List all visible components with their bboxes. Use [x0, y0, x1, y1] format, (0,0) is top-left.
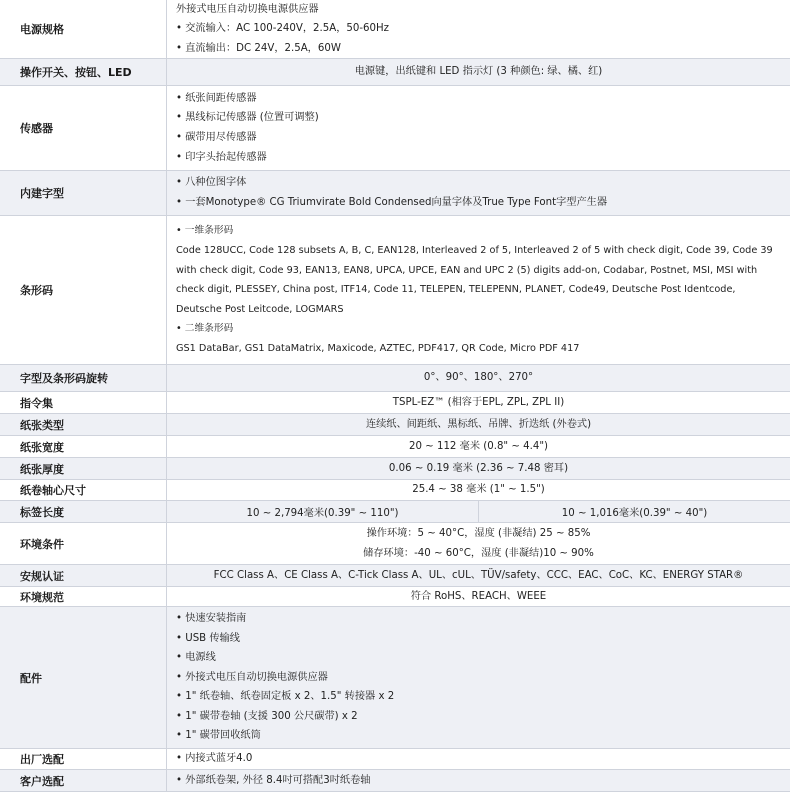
spec-label: 条形码: [20, 284, 53, 297]
spec-line: Code 128UCC, Code 128 subsets A, B, C, EAN128, Interleaved 2 of 5, Interleaved 2 of 5 with check digit, Code 39, Code 39: [176, 245, 773, 257]
spec-line: GS1 DataBar, GS1 DataMatrix, Maxicode, AZTEC, PDF417, QR Code, Micro PDF 417: [176, 342, 580, 354]
spec-line: • 1" 纸卷轴、纸卷固定板 x 2、1.5" 转接器 x 2: [176, 691, 395, 703]
spec-value: [166, 749, 790, 769]
spec-row-dealer-option: [0, 770, 790, 792]
spec-value-right: 10 ~ 1,016毫米(0.39" ~ 40"): [478, 501, 790, 522]
spec-line: • 一套Monotype® CG Triumvirate Bold Condensed向量字体及True Type Font字型产生器: [176, 197, 608, 208]
spec-row-rotation: [0, 365, 790, 392]
spec-row-media-thickness: [0, 458, 790, 480]
spec-row-media-width: [0, 436, 790, 458]
spec-line: • 一维条形码: [176, 225, 234, 237]
spec-value: FCC Class A、CE Class A、C-Tick Class A、UL、cUL、TÜV/safety、CCC、EAC、CoC、KC、ENERGY STAR®: [166, 565, 790, 586]
spec-row-environment: [0, 523, 790, 565]
spec-line: 储存环境：-40 ~ 60°C，湿度 (非凝结)10 ~ 90%: [363, 547, 594, 559]
spec-line: • 电源线: [176, 652, 216, 664]
spec-line: check digit, PLESSEY, China post, ITF14, Code 11, TELEPEN, TELEPENN, PLANET, Code49, Deutsche Post Identcode,: [176, 284, 736, 296]
spec-line: • 交流输入：AC 100-240V，2.5A，50-60Hz: [176, 23, 390, 35]
spec-value: [166, 171, 790, 215]
spec-label: 指令集: [20, 396, 53, 410]
spec-line: • 直流输出：DC 24V，2.5A，60W: [176, 42, 341, 54]
spec-line: • USB 传输线: [176, 632, 240, 644]
spec-label: 环境规范: [20, 590, 64, 604]
spec-row-sensors: [0, 86, 790, 171]
spec-label: 电源规格: [20, 23, 64, 36]
spec-value-left: 10 ~ 2,794毫米(0.39" ~ 110"): [246, 508, 399, 519]
spec-line: with check digit, Code 93, EAN13, EAN8, UPCA, UPCE, EAN and UPC 2 (5) digits add-on, Codabar, Postnet, MSI, MSI with: [176, 264, 758, 276]
spec-row-power: [0, 0, 790, 59]
spec-row-barcodes: [0, 216, 790, 365]
spec-line: • 纸张间距传感器: [176, 92, 257, 104]
spec-label: 纸张宽度: [20, 440, 64, 454]
spec-row-factory-option: [0, 749, 790, 770]
spec-line: • 1" 碳带卷轴 (支援 300 公尺碳带) x 2: [176, 710, 358, 722]
spec-line: Deutsche Post Leitcode, LOGMARS: [176, 303, 344, 315]
spec-label: 配件: [0, 607, 166, 748]
spec-label: 操作开关、按钮、LED: [0, 59, 166, 85]
spec-value: 电源键，出纸键和 LED 指示灯 (3 种颜色: 绿、橘、红): [166, 59, 790, 85]
spec-value: [166, 523, 790, 564]
spec-value: 符合 RoHS、REACH、WEEE: [166, 587, 790, 606]
spec-line: • 印字头抬起传感器: [176, 151, 267, 163]
spec-value: 25.4 ~ 38 毫米 (1" ~ 1.5"): [166, 480, 790, 500]
spec-line: • 碳带用尽传感器: [176, 132, 257, 143]
spec-line: • 外接式电压自动切换电源供应器: [176, 671, 328, 683]
spec-value: TSPL-EZ™ (相容于EPL, ZPL, ZPL II): [166, 392, 790, 413]
spec-value: 0.06 ~ 0.19 毫米 (2.36 ~ 7.48 密耳): [166, 458, 790, 479]
spec-value: [166, 216, 790, 364]
spec-label: 纸张类型: [0, 414, 166, 435]
spec-line: • 二维条形码: [176, 323, 234, 335]
spec-line: • 八种位图字体: [176, 177, 247, 189]
spec-label: 纸卷轴心尺寸: [20, 484, 86, 497]
spec-line: • 内接式蓝牙4.0: [176, 753, 253, 765]
spec-line: • 黑线标记传感器 (位置可调整): [176, 112, 319, 124]
spec-value: [166, 86, 790, 170]
spec-label: 环境条件: [20, 537, 64, 551]
spec-value: 0°、90°、180°、270°: [166, 365, 790, 391]
spec-row-label-length: [0, 501, 790, 523]
spec-value: [166, 770, 790, 791]
spec-row-commands: [0, 392, 790, 414]
spec-row-fonts: [0, 171, 790, 216]
spec-label: 标签长度: [0, 501, 166, 522]
spec-row-media-type: [0, 414, 790, 436]
spec-label: 客户选配: [0, 770, 166, 791]
spec-value: 连续纸、间距纸、黑标纸、吊牌、折迭纸 (外卷式): [166, 414, 790, 435]
spec-row-core-size: [0, 480, 790, 501]
spec-row-controls: [0, 59, 790, 86]
spec-line: • 快速安装指南: [176, 612, 247, 624]
spec-row-accessories: [0, 607, 790, 749]
spec-label: 出厂选配: [20, 753, 64, 766]
spec-line: 外接式电压自动切换电源供应器: [176, 3, 319, 15]
spec-value: 20 ~ 112 毫米 (0.8" ~ 4.4"): [166, 436, 790, 457]
spec-label: 传感器: [20, 122, 53, 135]
spec-value: [166, 0, 790, 58]
spec-value: [166, 501, 790, 522]
spec-label: 内建字型: [0, 171, 166, 215]
spec-value: [166, 607, 790, 748]
spec-label: 纸张厚度: [0, 458, 166, 479]
spec-row-certifications: [0, 565, 790, 587]
spec-line: • 外部纸卷架, 外径 8.4吋可搭配3吋纸卷轴: [176, 774, 371, 786]
spec-line: • 1" 碳带回收纸筒: [176, 730, 261, 742]
spec-row-compliance: [0, 587, 790, 607]
spec-label: 安规认证: [0, 565, 166, 586]
spec-line: 操作环境：5 ~ 40°C，湿度 (非凝结) 25 ~ 85%: [366, 527, 591, 539]
spec-label: 字型及条形码旋转: [0, 365, 166, 391]
